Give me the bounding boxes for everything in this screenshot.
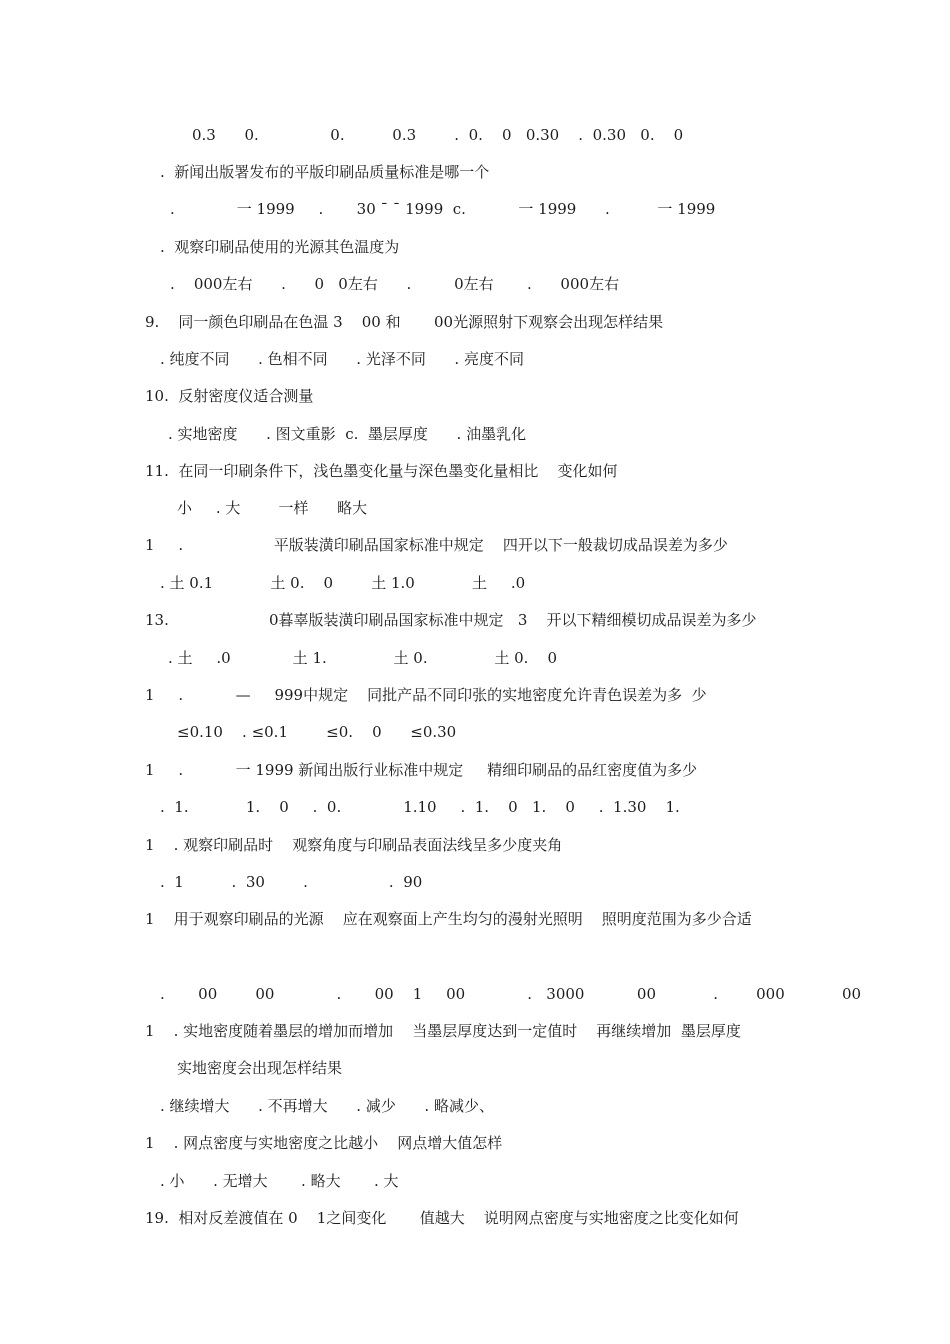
text-line: 10. 反射密度仪适合测量 bbox=[145, 387, 314, 405]
text-line: 1 . 观察印刷品时 观察角度与印刷品表面法线呈多少度夹角 bbox=[145, 836, 563, 854]
text-line: . 一 1999 . 30 ¯ ¯ 1999 c. 一 1999 . 一 1999 bbox=[170, 200, 716, 218]
text-line: 1 用于观察印刷品的光源 应在观察面上产生均匀的漫射光照明 照明度范围为多少合适 bbox=[145, 910, 752, 928]
text-line: 13. 0暮辜版装潢印刷品国家标准中规定 3 开以下精细模切成品误差为多少 bbox=[145, 611, 757, 629]
text-line: 19. 相对反差渡值在 0 1之间变化 值越大 说明网点密度与实地密度之比变化如何 bbox=[145, 1209, 739, 1227]
text-line: . 继续增大 . 不再增大 . 减少 . 略减少、 bbox=[160, 1097, 494, 1115]
text-line: . 土 .0 土 1. 土 0. 土 0. 0 bbox=[168, 649, 558, 667]
text-line: . 纯度不同 . 色相不同 . 光泽不同 . 亮度不同 bbox=[160, 350, 524, 368]
text-line: . 1. 1. 0 . 0. 1.10 . 1. 0 1. 0 . 1.30 1. bbox=[160, 798, 680, 816]
text-line: 9. 同一颜色印刷品在色温 3 00 和 00光源照射下观察会出现怎样结果 bbox=[145, 313, 664, 331]
text-line: 1 . 网点密度与实地密度之比越小 网点增大值怎样 bbox=[145, 1134, 503, 1152]
text-line: . 实地密度 . 图文重影 c. 墨层厚度 . 油墨乳化 bbox=[168, 425, 527, 443]
text-line: 1 . 平版装潢印刷品国家标准中规定 四开以下一般裁切成品误差为多少 bbox=[145, 536, 728, 554]
text-line: . 新闻出版署发布的平版印刷品质量标准是哪一个 bbox=[160, 163, 490, 181]
text-line: 1 . 实地密度随着墨层的增加而增加 当墨层厚度达到一定值时 再继续增加 墨层厚度 bbox=[145, 1022, 741, 1040]
text-line: . 土 0.1 土 0. 0 土 1.0 土 .0 bbox=[160, 574, 526, 592]
text-line: 实地密度会出现怎样结果 bbox=[177, 1059, 343, 1077]
text-line: 1 . 一 1999 新闻出版行业标准中规定 精细印刷品的品红密度值为多少 bbox=[145, 761, 698, 779]
text-line: . 000左右 . 0 0左右 . 0左右 . 000左右 bbox=[170, 275, 620, 293]
text-line: 11. 在同一印刷条件下，浅色墨变化量与深色墨变化量相比 变化如何 bbox=[145, 462, 618, 480]
text-line: 1 . — 999中规定 同批产品不同印张的实地密度允许青色误差为多 少 bbox=[145, 686, 707, 704]
text-line: 0.3 0. 0. 0.3 . 0. 0 0.30 . 0.30 0. 0 bbox=[192, 126, 684, 144]
text-line: ≤0.10 . ≤0.1 ≤0. 0 ≤0.30 bbox=[177, 723, 457, 741]
text-line: . 00 00 . 00 1 00 . 3000 00 . 000 00 bbox=[160, 985, 862, 1003]
text-line: . 1 . 30 . . 90 bbox=[160, 873, 423, 891]
text-line: . 观察印刷品使用的光源其色温度为 bbox=[160, 238, 400, 256]
text-line: . 小 . 无增大 . 略大 . 大 bbox=[160, 1172, 399, 1190]
text-line: 小 . 大 一样 略大 bbox=[177, 499, 368, 517]
